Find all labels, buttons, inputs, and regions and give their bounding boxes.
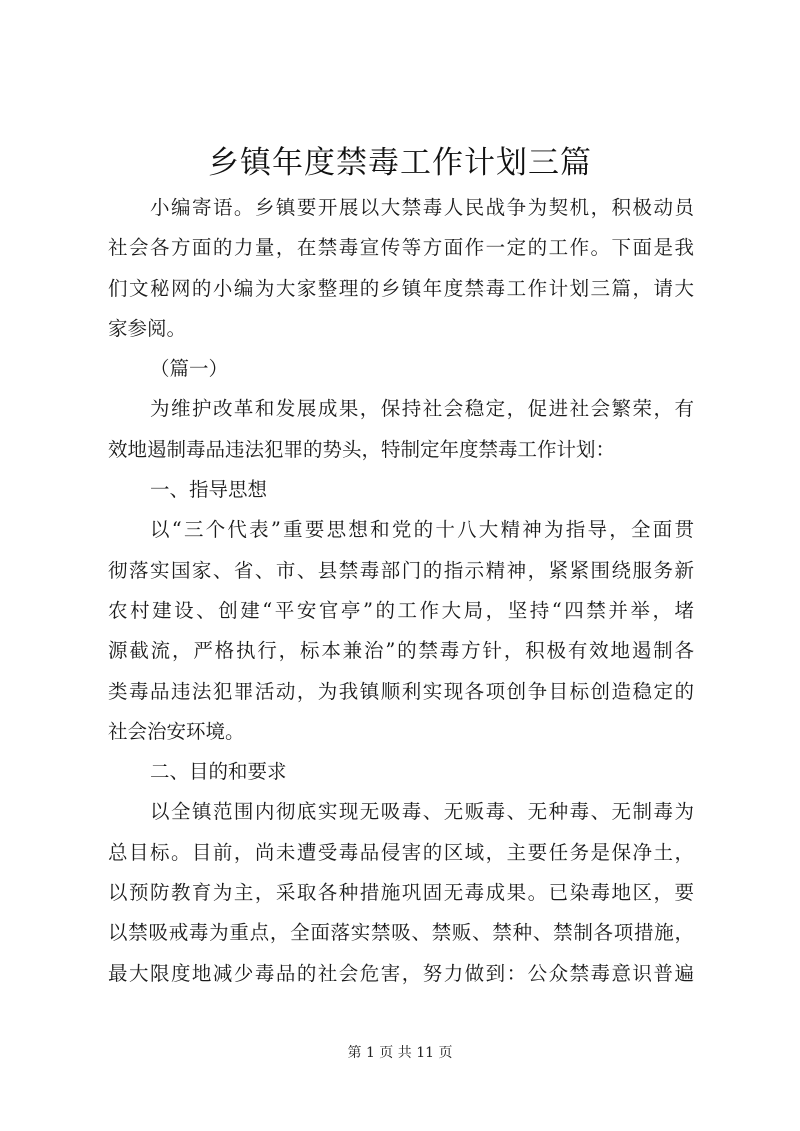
text-line: 们文秘网的小编为大家整理的乡镇年度禁毒工作计划三篇，请大 [108, 276, 694, 300]
text-line: 以“三个代表”重要思想和党的十八大精神为指导，全面贯 [150, 518, 694, 542]
text-line: 小编寄语。乡镇要开展以大禁毒人民战争为契机，积极动员 [150, 196, 694, 219]
text-line: （篇一） [150, 357, 229, 381]
page-footer: 第 1 页 共 11 页 [347, 1045, 453, 1061]
document-body [108, 188, 694, 994]
text-line: 社会治安环境。 [108, 719, 245, 743]
text-line: 类毒品违法犯罪活动，为我镇顺利实现各项创争目标创造稳定的 [108, 679, 694, 703]
intro-paragraph [108, 188, 694, 349]
goals-paragraph [108, 792, 694, 993]
text-line: 最大限度地减少毒品的社会危害，努力做到：公众禁毒意识普遍 [108, 961, 694, 985]
text-line: 为维护改革和发展成果，保持社会稳定，促进社会繁荣，有 [150, 397, 694, 421]
text-line: 一、指导思想 [150, 478, 268, 502]
text-line: 总目标。目前，尚未遭受毒品侵害的区域，主要任务是保净土， [108, 840, 694, 864]
text-line: 家参阅。 [108, 316, 187, 340]
text-line: 效地遏制毒品违法犯罪的势头，特制定年度禁毒工作计划： [108, 437, 616, 461]
text-line: 以全镇范围内彻底实现无吸毒、无贩毒、无种毒、无制毒为 [150, 800, 694, 824]
guiding-ideology-paragraph [108, 510, 694, 752]
text-line: 农村建设、创建“平安官亭”的工作大局，坚持“四禁并举，堵 [108, 598, 694, 622]
section-heading-guiding-ideology [108, 470, 694, 510]
text-line: 以预防教育为主，采取各种措施巩固无毒成果。已染毒地区，要 [108, 881, 694, 905]
text-line: 源截流，严格执行，标本兼治”的禁毒方针，积极有效地遏制各 [108, 639, 694, 663]
section-heading-goals [108, 752, 694, 792]
document-title: 乡镇年度禁毒工作计划三篇 [208, 145, 592, 181]
text-line: 二、目的和要求 [150, 760, 287, 784]
text-line: 社会各方面的力量，在禁毒宣传等方面作一定的工作。下面是我 [108, 236, 694, 260]
part-one-heading [108, 349, 694, 389]
text-line: 以禁吸戒毒为重点，全面落实禁吸、禁贩、禁种、禁制各项措施， [108, 921, 694, 945]
text-line: 彻落实国家、省、市、县禁毒部门的指示精神，紧紧围绕服务新 [108, 558, 694, 582]
preface-paragraph [108, 389, 694, 470]
